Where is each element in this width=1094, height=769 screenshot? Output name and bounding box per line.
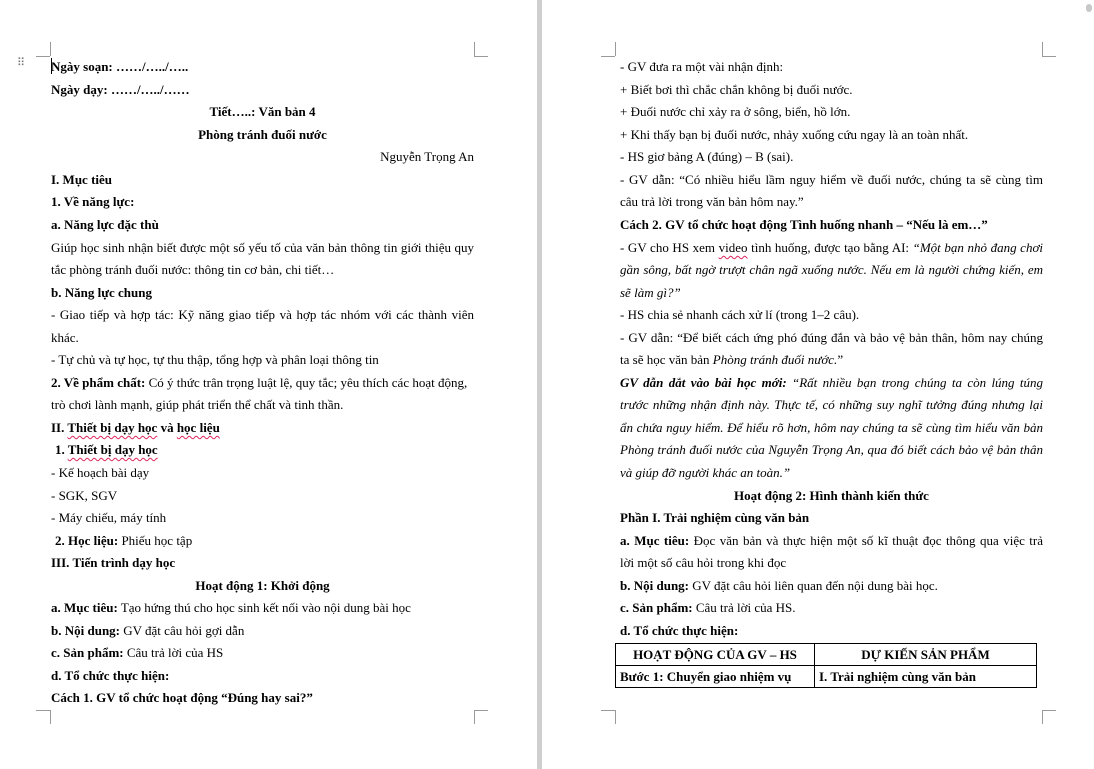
paragraph-line: gần sông, bất ngờ trượt chân ngã xuống nước. Nếu em là người chứng kiến, em	[620, 262, 1043, 277]
crop-mark	[50, 42, 51, 56]
objective-text: Tạo hứng thú cho học sinh kết nối vào nội dung bài học	[120, 600, 411, 615]
content-text: GV đặt câu hỏi liên quan đến nội dung bài học.	[692, 578, 938, 593]
heading-objectives: I. Mục tiêu	[51, 172, 113, 187]
paragraph-line: câu trả lời trong văn bản hôm nay.”	[620, 194, 804, 209]
paragraph-line	[620, 375, 1043, 391]
author-name: Nguyễn Trọng An	[380, 149, 474, 164]
product-text: Câu trả lời của HS.	[695, 600, 796, 615]
activity-product	[620, 600, 796, 616]
crop-mark	[474, 710, 475, 724]
lesson-number: Tiết…..: Văn bản 4	[209, 104, 316, 119]
crop-mark	[36, 710, 50, 711]
heading-general-competence: b. Năng lực chung	[51, 285, 152, 300]
table-header-row	[616, 644, 1037, 666]
paragraph-line: và giúp đỡ người khác an toàn.”	[620, 465, 791, 480]
activity-product	[51, 645, 223, 661]
objective-text: Đọc văn bản và thực hiện một số kĩ thuật đọc thông qua việc trả	[693, 533, 1044, 548]
heading-competence: 1. Về năng lực:	[51, 194, 135, 209]
vertical-scrollbar[interactable]	[1084, 0, 1094, 769]
heading-activity-2: Hoạt động 2: Hình thành kiến thức	[734, 488, 929, 503]
paragraph-line: - GV đưa ra một vài nhận định:	[620, 59, 784, 74]
heading-procedure: III. Tiến trình dạy học	[51, 555, 176, 570]
crop-mark	[601, 710, 615, 711]
crop-mark	[1042, 710, 1056, 711]
crop-mark	[615, 710, 616, 724]
label-product: c. Sản phẩm:	[620, 600, 693, 615]
scenario-quote: “Một bạn nhỏ đang chơi	[912, 240, 1043, 255]
paragraph-line: - Tự chủ và tự học, tự thu thập, tổng hợp và phân loại thông tin	[51, 352, 379, 367]
materials-text: Phiếu học tập	[121, 533, 193, 548]
table-cell[interactable]: Bước 1: Chuyển giao nhiệm vụ	[616, 666, 815, 688]
document-page-1[interactable]	[0, 0, 537, 769]
spellcheck-text: Thiết bị dạy học	[67, 442, 158, 457]
activity-organization: d. Tổ chức thực hiện:	[51, 668, 170, 683]
label-objective: a. Mục tiêu:	[51, 600, 118, 615]
list-item: - Kế hoạch bài dạy	[51, 465, 150, 480]
activity-objective	[620, 533, 1043, 549]
paragraph-line: tắc phòng tránh đuối nước: thông tin cơ bản, chi tiết…	[51, 262, 335, 277]
method-2-heading: Cách 2. GV tổ chức hoạt động Tình huống nhanh – “Nếu là em…”	[620, 217, 988, 232]
list-item: - SGK, SGV	[51, 488, 118, 503]
paragraph-line	[620, 240, 1043, 256]
paragraph-line: - HS chia sẻ nhanh cách xử lí (trong 1–2 câu).	[620, 307, 860, 322]
spellcheck-text: Thiết bị dạy học	[67, 420, 158, 435]
paragraph-line: - HS giơ bảng A (đúng) – B (sai).	[620, 149, 794, 164]
heading-prefix: 1.	[55, 442, 68, 457]
label-content: b. Nội dung:	[620, 578, 689, 593]
paragraph-line: Phòng tránh đuối nước của Nguyễn Trọng An, qua đó biết cách bảo vệ bản thân	[620, 442, 1043, 457]
activity-objective	[51, 600, 411, 616]
paragraph-line: khác.	[51, 330, 79, 345]
activity-content	[51, 623, 244, 639]
video-line-prefix: - GV cho HS xem	[620, 240, 719, 255]
line-suffix: ”	[837, 352, 844, 367]
label-materials: 2. Học liệu:	[55, 533, 119, 548]
paragraph-line: - GV dẫn: “Có nhiều hiểu lầm nguy hiểm về đuối nước, chúng ta sẽ cùng tìm	[620, 172, 1043, 187]
table-header-cell[interactable]: HOẠT ĐỘNG CỦA GV – HS	[616, 644, 815, 666]
label-qualities: 2. Về phẩm chất:	[51, 375, 146, 390]
paragraph-line: - GV dẫn: “Để biết cách ứng phó đúng đắn và bảo vệ bản thân, hôm nay chúng	[620, 330, 1043, 345]
document-page-2[interactable]	[542, 0, 1094, 769]
heading-part-1: Phần I. Trải nghiệm cùng văn bản	[620, 510, 810, 525]
content-text: GV đặt câu hỏi gợi dẫn	[123, 623, 245, 638]
spellcheck-text: video	[718, 240, 748, 255]
table-cell[interactable]: I. Trải nghiệm cùng văn bản	[815, 666, 1037, 688]
label-objective: a. Mục tiêu:	[620, 533, 690, 548]
crop-mark	[474, 56, 488, 57]
paragraph-line: trước những nhận định này. Thực tế, có những suy nghĩ tưởng đúng nhưng lại	[620, 397, 1043, 412]
crop-mark	[50, 710, 51, 724]
list-item: - Máy chiếu, máy tính	[51, 510, 167, 525]
crop-mark	[474, 710, 488, 711]
crop-mark	[1042, 42, 1043, 56]
label-product: c. Sản phẩm:	[51, 645, 124, 660]
paragraph-line	[51, 375, 467, 391]
crop-mark	[615, 42, 616, 56]
heading-activity-1: Hoạt động 1: Khởi động	[195, 578, 330, 593]
paragraph-line: lời một số câu hỏi trong khi đọc	[620, 555, 787, 570]
text-title-italic: Phòng tránh đuối nước.	[712, 352, 838, 367]
paragraph-line: trò chơi lành mạnh, giúp phát triển thể chất và tinh thần.	[51, 397, 344, 412]
line-prefix: ta sẽ học văn bản	[620, 352, 713, 367]
crop-mark	[36, 56, 50, 57]
scrollbar-thumb[interactable]	[1086, 4, 1092, 12]
crop-mark	[1042, 56, 1056, 57]
table-header-cell[interactable]: DỰ KIẾN SẢN PHẨM	[815, 644, 1037, 666]
learning-materials	[55, 533, 192, 549]
crop-mark	[601, 56, 615, 57]
activity-content	[620, 578, 938, 594]
qualities-text: Có ý thức trân trọng luật lệ, quy tắc; yêu thích các hoạt động,	[148, 375, 468, 390]
spellcheck-text: học liệu	[176, 420, 220, 435]
activity-table[interactable]	[615, 643, 1037, 688]
video-line-suffix: tình huống, được tạo bằng AI:	[747, 240, 913, 255]
heading-specific-competence: a. Năng lực đặc thù	[51, 217, 159, 232]
method-1-heading: Cách 1. GV tổ chức hoạt động “Đúng hay sai?”	[51, 690, 313, 705]
lead-in-text: “Rất nhiều bạn trong chúng ta còn lúng túng	[792, 375, 1044, 390]
lesson-title: Phòng tránh đuối nước	[198, 127, 327, 142]
paragraph-line: sẽ làm gì?”	[620, 285, 681, 300]
drag-handle-icon[interactable]: ⠿	[17, 56, 27, 69]
date-taught: Ngày dạy: ……/…../……	[51, 82, 190, 97]
paragraph-line	[620, 352, 843, 368]
heading-teaching-equipment	[55, 442, 158, 458]
heading-equipment	[51, 420, 220, 436]
label-lead-in: GV dẫn dắt vào bài học mới:	[620, 375, 787, 390]
crop-mark	[1042, 710, 1043, 724]
crop-mark	[474, 42, 475, 56]
date-prepared: Ngày soạn: ……/…../…..	[51, 59, 189, 74]
paragraph-line: Giúp học sinh nhận biết được một số yếu tố của văn bản thông tin giới thiệu quy	[51, 240, 474, 255]
product-text: Câu trả lời của HS	[126, 645, 224, 660]
table-row	[616, 666, 1037, 688]
statement-item: + Khi thấy bạn bị đuối nước, nhảy xuống cứu ngay là an toàn nhất.	[620, 127, 969, 142]
activity-organization: d. Tổ chức thực hiện:	[620, 623, 739, 638]
label-content: b. Nội dung:	[51, 623, 120, 638]
paragraph-line: - Giao tiếp và hợp tác: Kỹ năng giao tiếp và hợp tác nhóm với các thành viên	[51, 307, 474, 322]
statement-item: + Biết bơi thì chắc chắn không bị đuối nước.	[620, 82, 853, 97]
heading-mid: và	[157, 420, 177, 435]
paragraph-line: ẩn chứa nguy hiểm. Để hiểu rõ hơn, hôm nay chúng ta sẽ cùng tìm hiểu văn bản	[620, 420, 1043, 435]
heading-prefix: II.	[51, 420, 68, 435]
statement-item: + Đuối nước chỉ xảy ra ở sông, biển, hồ lớn.	[620, 104, 851, 119]
